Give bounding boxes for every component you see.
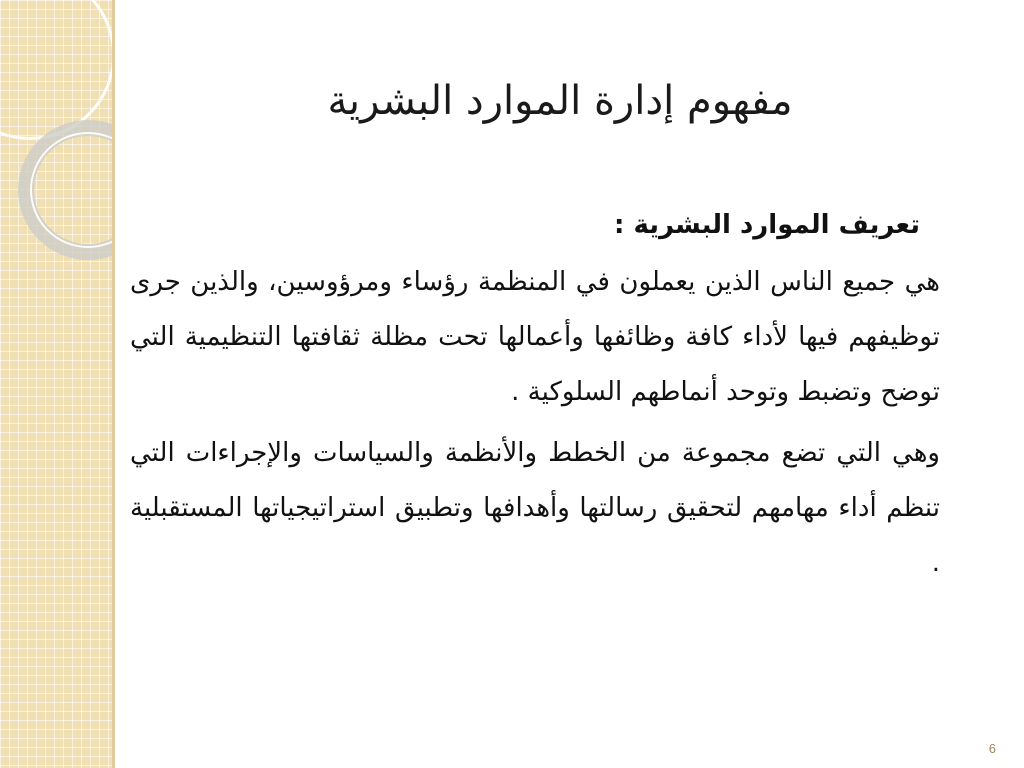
decorative-side-panel [0,0,112,768]
decorative-ring [0,0,112,140]
slide-content [130,205,940,597]
slide-title: مفهوم إدارة الموارد البشرية [327,78,793,124]
definition-paragraph: هي جميع الناس الذين يعملون في المنظمة رؤساء ومرؤوسين، والذين جرى توظيفهم فيها لأداء كافة وظائفها وأعمالها تحت مظلة ثقافتها التنظيمية التي توضح وتضبط وتوحد أنماطهم السلوكية . [130,267,940,407]
definition-paragraph: وهي التي تضع مجموعة من الخطط والأنظمة والسياسات والإجراءات التي تنظم أداء مهامهم لتحقيق رسالتها وأهدافها وتطبيق استراتيجياتها المستقبلية . [130,438,940,578]
definition-heading: تعريف الموارد البشرية : [614,210,920,240]
page-number: 6 [988,741,996,756]
side-panel-border [112,0,115,768]
